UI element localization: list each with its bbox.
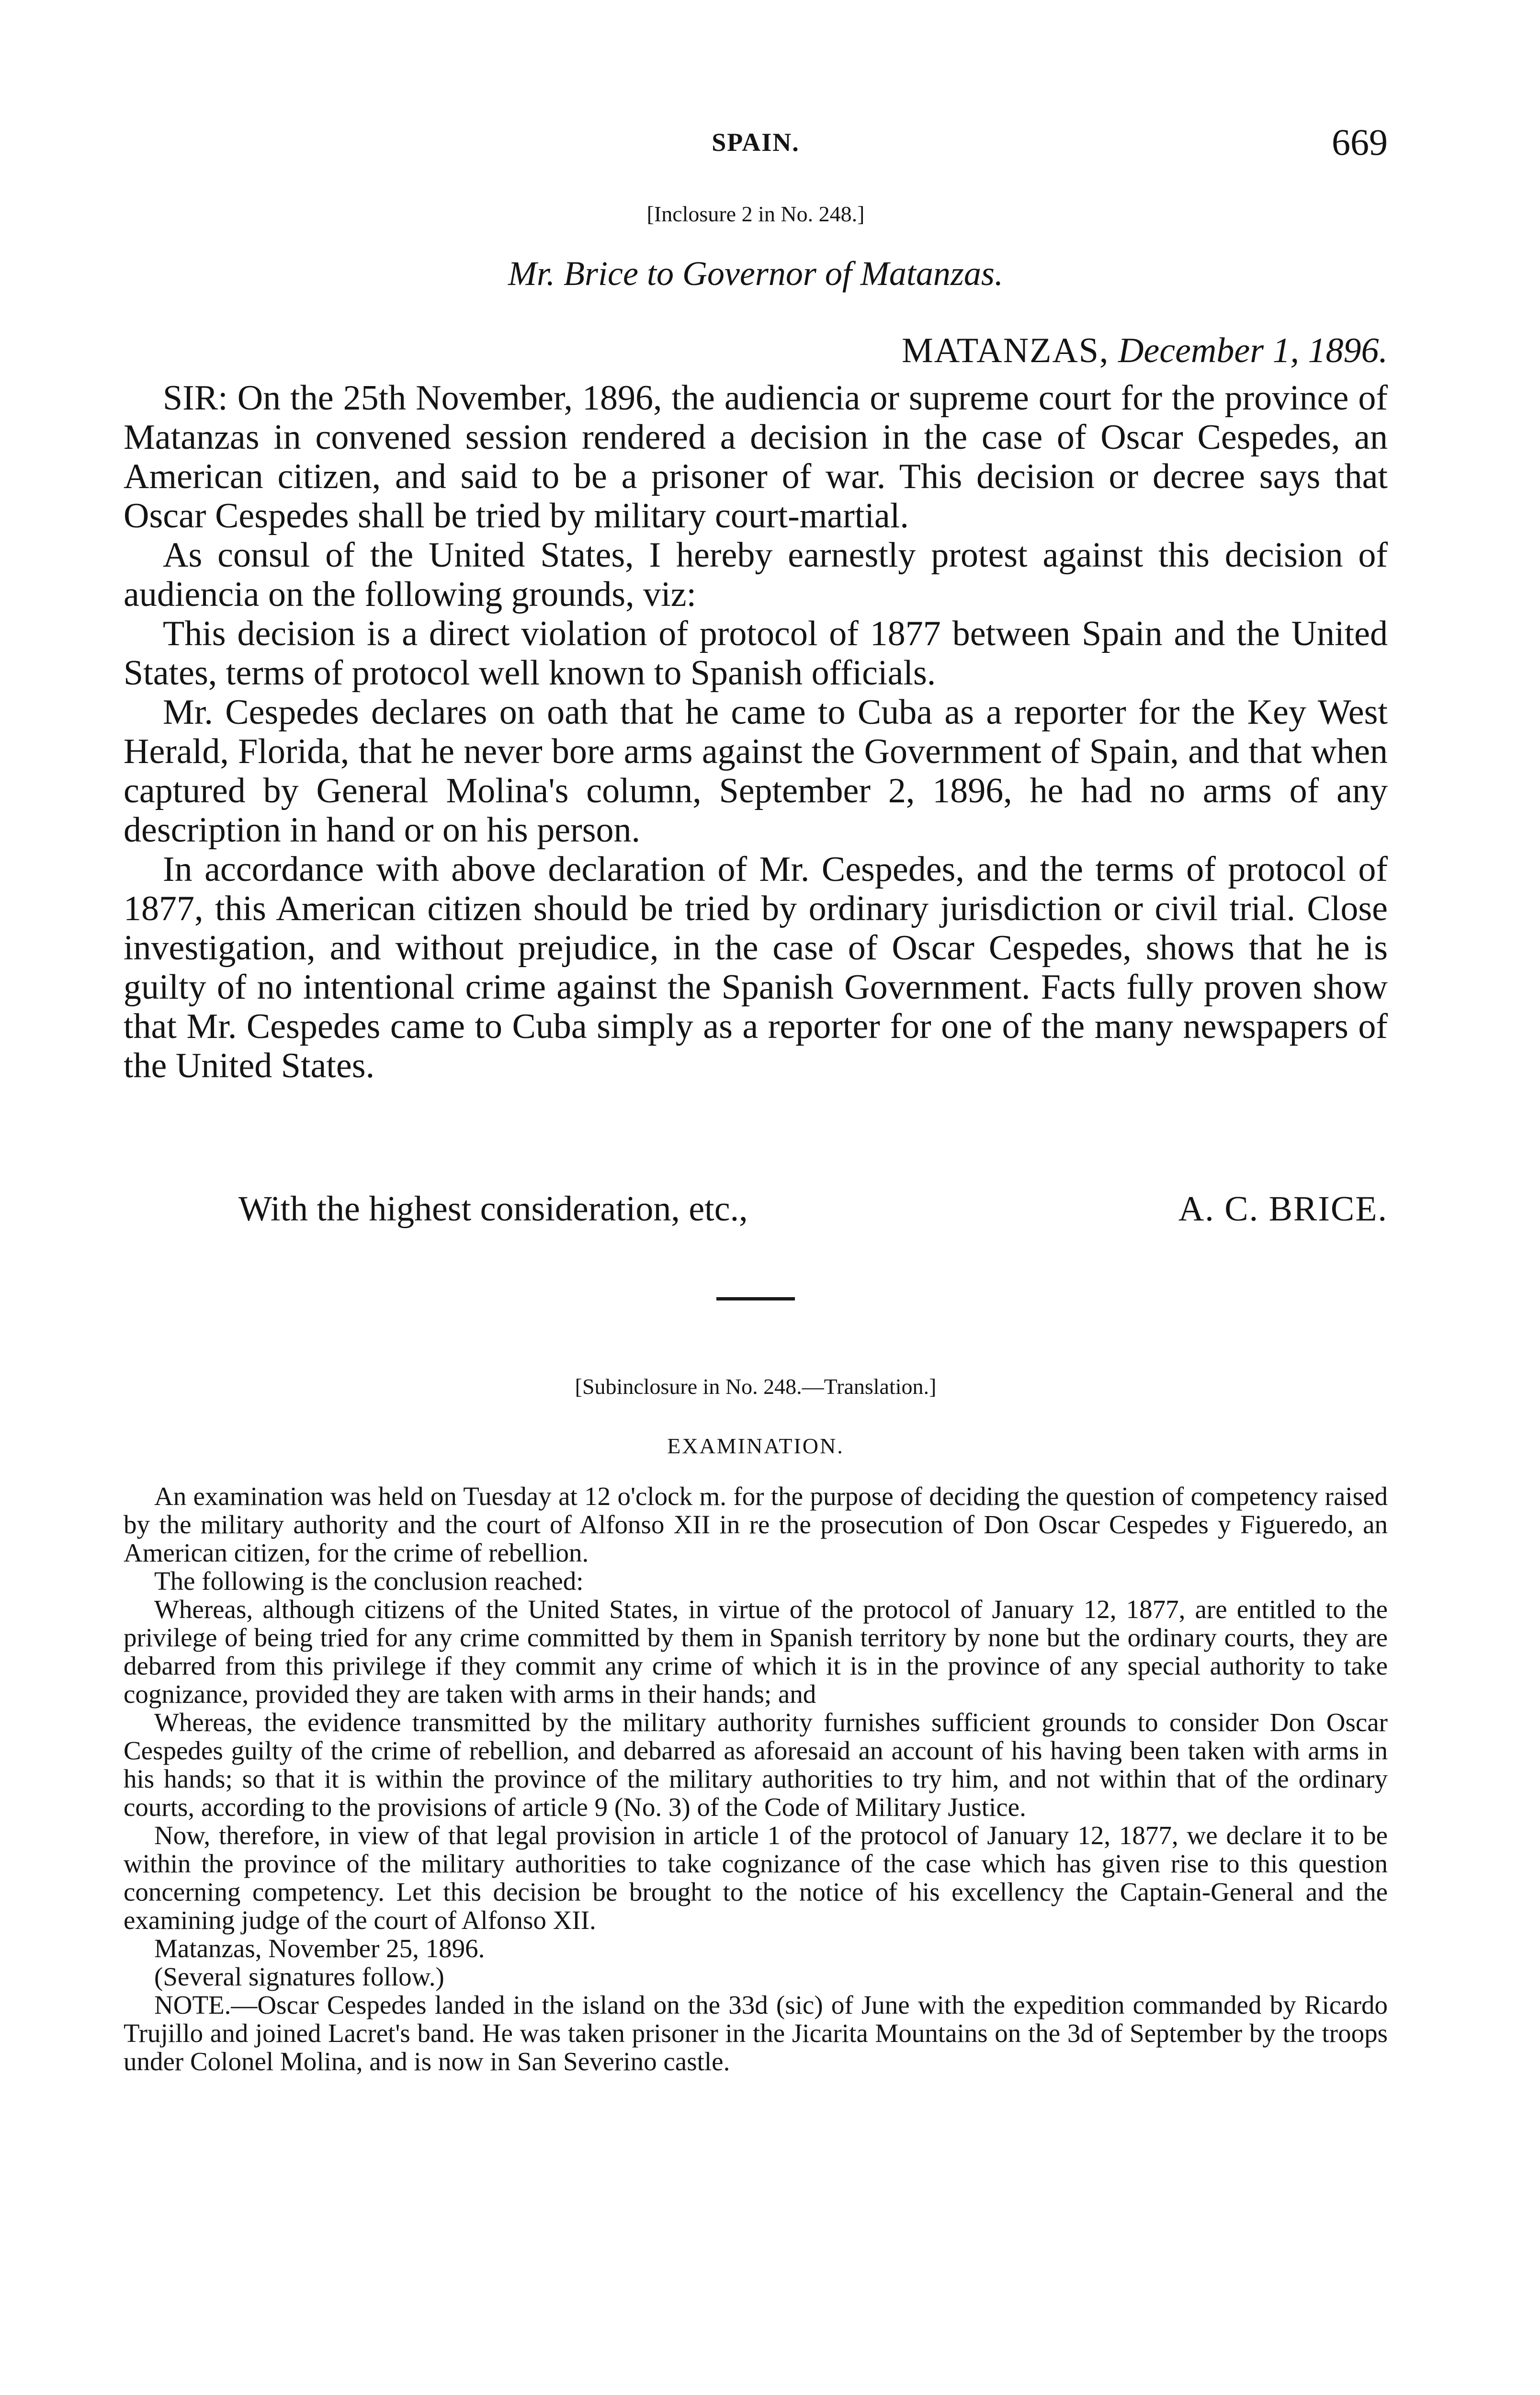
letter-paragraph — [124, 378, 1388, 536]
note-label: NOTE. — [154, 1990, 231, 2019]
signature: A. C. BRICE. — [1178, 1189, 1388, 1229]
examination-paragraph: The following is the conclusion reached: — [154, 1566, 584, 1596]
examination-paragraph: (Several signatures follow.) — [154, 1962, 444, 1991]
dateline-place: MATANZAS, — [901, 331, 1110, 370]
note-paragraph — [124, 1991, 1388, 2076]
letter-paragraph: This decision is a direct violation of protocol of 1877 between Spain and the United States, terms of protocol well known to Spanish officials. — [124, 614, 1388, 693]
inclosure-note: [Inclosure 2 in No. 248.] — [646, 202, 865, 226]
examination-paragraph: Whereas, the evidence transmitted by the military authority furnishes sufficient grounds to consider Don Oscar Cespedes guilty of the crime of rebellion, and debarred as aforesaid an account of his having been taken with arms in his hands; so that it is within the province of the military authorities to try him, and not within that of the ordinary courts, according to the provisions of article 9 (No. 3) of the Code of Military Justice. — [124, 1708, 1388, 1822]
section-divider — [716, 1297, 795, 1300]
section-heading: EXAMINATION. — [667, 1434, 844, 1458]
dateline — [902, 331, 1388, 371]
running-title: SPAIN. — [712, 128, 800, 157]
note-text: —Oscar Cespedes landed in the island on the 33d (sic) of June with the expedition commanded by Ricardo Trujillo and joined Lacret's band. He was taken prisoner in the Jicarita Mountains on the 3d of September by the troops under Colonel Molina, and is now in San Severino castle. — [124, 1990, 1388, 2076]
dateline-date: December 1, 1896. — [1118, 331, 1388, 370]
letter-title: Mr. Brice to Governor of Matanzas. — [508, 254, 1003, 293]
closing — [124, 1189, 1388, 1232]
letter-paragraph: Mr. Cespedes declares on oath that he came to Cuba as a reporter for the Key West Herald, Florida, that he never bore arms against the Government of Spain, and that when captured by General Molina's column, September 2, 1896, he had no arms of any description in hand or on his person. — [124, 693, 1388, 850]
examination-paragraph: Matanzas, November 25, 1896. — [154, 1934, 485, 1963]
examination-body — [124, 1482, 1388, 2076]
examination-paragraph: An examination was held on Tuesday at 12 o'clock m. for the purpose of deciding the question of competency raised by the military authority and the court of Alfonso XII in re the prosecution of Don Oscar Cespedes y Figueredo, an American citizen, for the crime of rebellion. — [124, 1482, 1388, 1567]
letter-body — [124, 378, 1388, 1085]
letter-paragraph-text: On the 25th November, 1896, the audiencia or supreme court for the province of Matanzas in convened session rendered a decision in the case of Oscar Cespedes, an American citizen, and said to be a prisoner of war. This decision or decree says that Oscar Cespedes shall be tried by military court-martial. — [124, 378, 1388, 536]
subinclosure-note: [Subinclosure in No. 248.—Translation.] — [575, 1374, 937, 1399]
examination-paragraph: Now, therefore, in view of that legal provision in article 1 of the protocol of January 12, 1877, we declare it to be within the province of the military authorities to take cognizance of the case which has given rise to this question concerning competency. Let this decision be brought to the notice of his excellency the Captain-General and the examining judge of the court of Alfonso XII. — [124, 1821, 1388, 1935]
salutation: SIR: — [163, 378, 228, 418]
running-head — [124, 121, 1388, 169]
complimentary-close: With the highest consideration, etc., — [238, 1189, 748, 1229]
examination-paragraph: Whereas, although citizens of the United States, in virtue of the protocol of January 12, 1877, are entitled to the privilege of being tried for any crime committed by them in Spanish territory by none but the ordinary courts, they are debarred from this privilege if they commit any crime of which it is in the province of any special authority to take cognizance, provided they are taken with arms in their hands; and — [124, 1595, 1388, 1709]
letter-paragraph: In accordance with above declaration of Mr. Cespedes, and the terms of protocol of 1877, this American citizen should be tried by ordinary jurisdiction or civil trial. Close investigation, and without prejudice, in the case of Oscar Cespedes, shows that he is guilty of no intentional crime against the Spanish Government. Facts fully proven show that Mr. Cespedes came to Cuba simply as a reporter for one of the many newspapers of the United States. — [124, 850, 1388, 1085]
letter-paragraph: As consul of the United States, I hereby earnestly protest against this decision of audiencia on the following grounds, viz: — [124, 536, 1388, 614]
page-number: 669 — [1332, 121, 1388, 163]
document-page — [124, 0, 1388, 2395]
